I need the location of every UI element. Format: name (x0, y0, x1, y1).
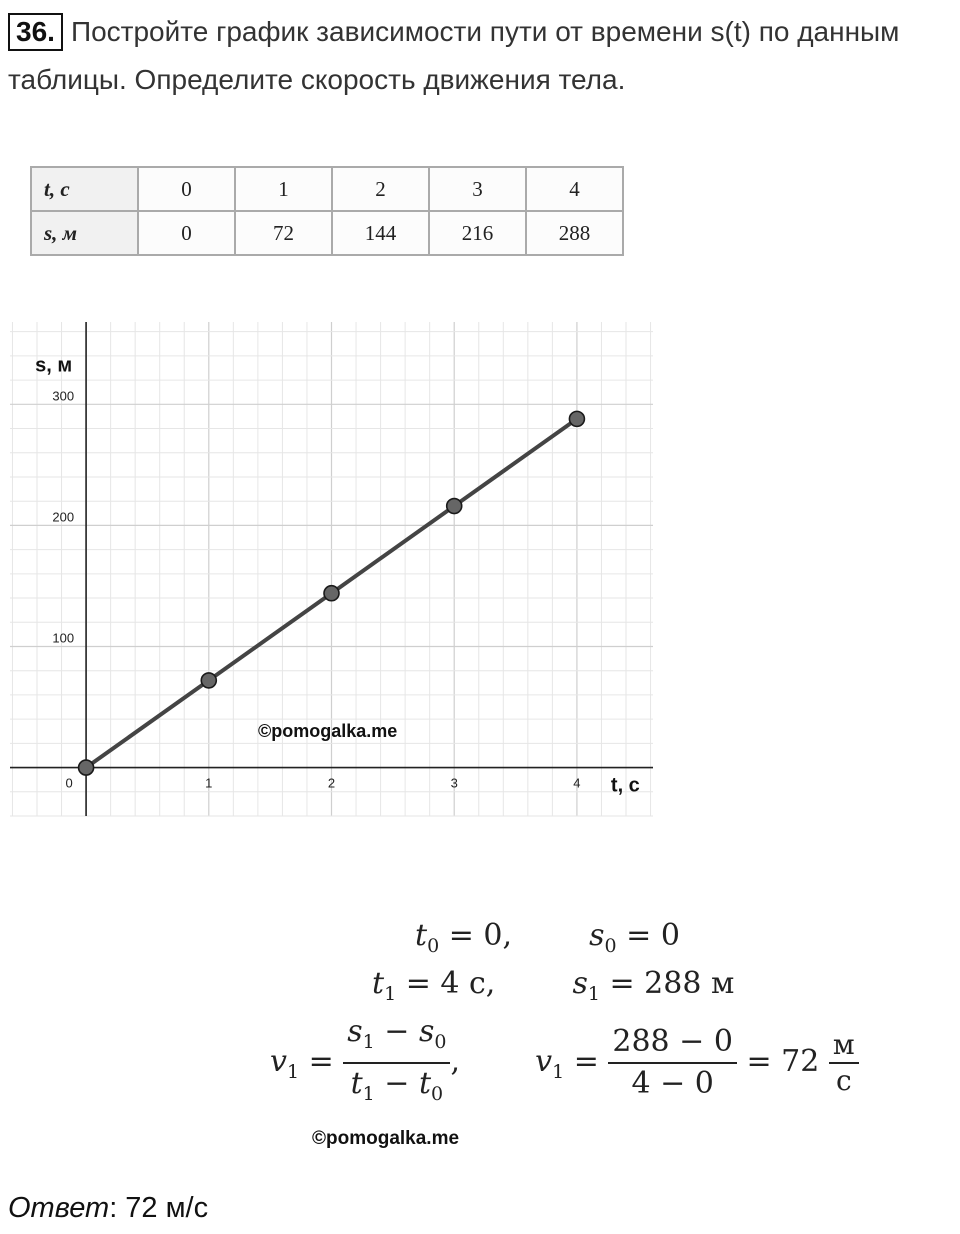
problem-statement (8, 8, 958, 104)
formula-s1: 288 м (644, 966, 735, 1001)
x-tick-label: 1 (205, 775, 213, 791)
data-point (201, 673, 216, 688)
formula-line-initial: $t_0 = 0$, $s_0 = 0$ (415, 918, 680, 957)
table-header-t: t, c (31, 167, 138, 211)
table-cell: 216 (429, 211, 526, 255)
x-tick-label: 2 (327, 775, 336, 791)
x-axis-label: t, c (610, 774, 640, 797)
chart-watermark: ©pomogalka.me (258, 721, 398, 741)
answer-label: Ответ (8, 1192, 110, 1224)
y-tick-label: 300 (52, 388, 75, 404)
table-cell: 0 (138, 167, 235, 211)
answer (8, 1192, 208, 1225)
velocity-value-fraction (608, 1022, 737, 1104)
watermark-bottom: ©pomogalka.me (312, 1128, 460, 1149)
formula-s0: 0 (660, 918, 680, 953)
table-cell: 144 (332, 211, 429, 255)
distance-time-chart (0, 318, 680, 818)
data-point (569, 411, 584, 426)
formula-t0: 0, (483, 918, 512, 953)
velocity-result: 72 (781, 1044, 820, 1079)
table-header-s: s, м (31, 211, 138, 255)
y-axis-label: s, м (35, 354, 73, 377)
formula-line-final: $t_1 = 4$ с, $s_1 = 288$ м (372, 966, 735, 1005)
problem-number: 36. (8, 13, 63, 51)
problem-text: Постройте график зависимости пути от времени s(t) по данным таблицы. Определите скорость движения тела. (8, 16, 900, 95)
x-tick-label: 0 (65, 775, 73, 791)
data-point (447, 499, 462, 514)
table-row (31, 167, 623, 211)
data-point (79, 760, 94, 775)
velocity-formula-fraction: $\frac{s_1 - s_0}{t_1 - t_0}$ (343, 1012, 450, 1114)
y-tick-label: 100 (52, 630, 75, 646)
solution-formulas (260, 918, 855, 1105)
table-cell: 3 (429, 167, 526, 211)
data-table (30, 166, 624, 256)
y-tick-label: 200 (52, 509, 75, 525)
answer-value: : 72 м/с (109, 1192, 209, 1224)
table-row (31, 211, 623, 255)
velocity-denominator: 4 − 0 (631, 1066, 714, 1101)
table-cell: 1 (235, 167, 332, 211)
formula-t1: 4 с, (440, 966, 496, 1001)
table-cell: 72 (235, 211, 332, 255)
table-cell: 2 (332, 167, 429, 211)
unit-numerator: м (829, 1028, 859, 1064)
formula-line-velocity: $v_1$ = $\frac{s_1 - s_0}{t_1 - t_0}$ , $v_1$ = $\frac{288 - 0}{4 - 0}$ = 72 $\frac{м}{с}$ (270, 1012, 859, 1114)
table-cell: 4 (526, 167, 623, 211)
data-point (324, 586, 339, 601)
velocity-numerator: 288 − 0 (608, 1022, 737, 1064)
table-cell: 288 (526, 211, 623, 255)
x-tick-label: 3 (450, 775, 458, 791)
unit-denominator: с (835, 1064, 852, 1097)
x-tick-label: 4 (573, 775, 581, 791)
velocity-unit (829, 1028, 859, 1098)
table-cell: 0 (138, 211, 235, 255)
